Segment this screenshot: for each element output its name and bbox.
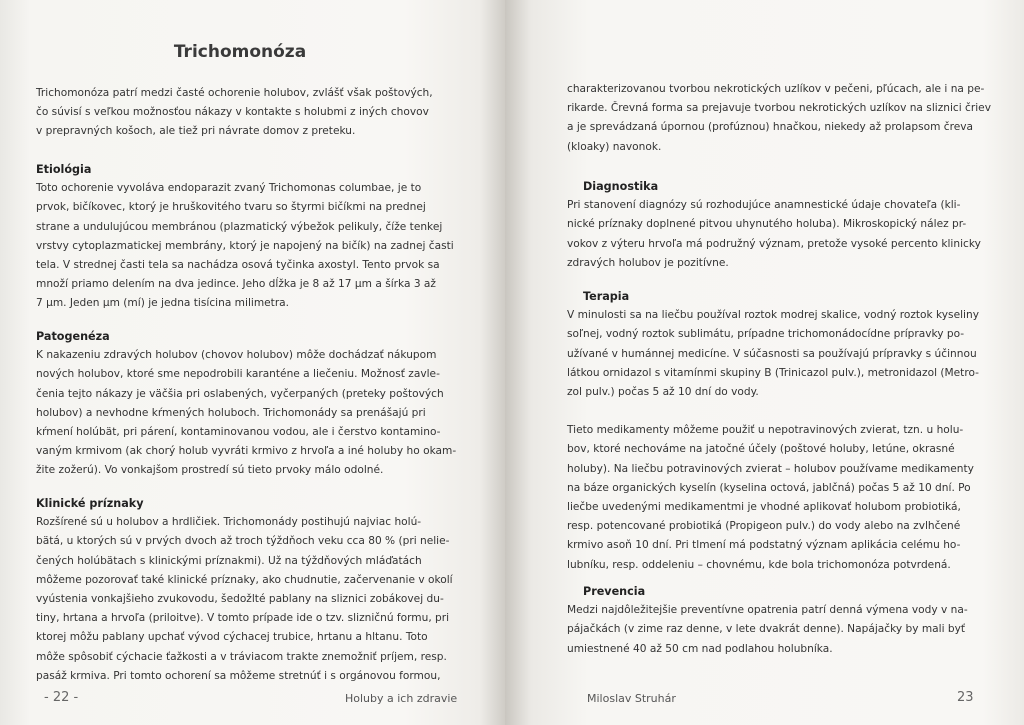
running-head-left: Holuby a ich zdravie — [345, 692, 458, 705]
text-line: umiestnené 40 až 50 cm nad podlahou holubníka. — [567, 642, 833, 655]
text-line — [567, 402, 997, 421]
section-heading: Diagnostika — [583, 180, 659, 193]
text-line: bätá, u ktorých sú v prvých dvoch až troch týždňoch veku cca 80 % (pri neliе- — [36, 535, 450, 548]
text-line: žite zožerú). Vo vonkajšom prostredí sú tieto prvoky málo odolné. — [36, 464, 384, 477]
text-line: resp. potencované probiotiká (Propigeon pulv.) do vody alebo na zvlhčené — [567, 520, 961, 533]
section-heading: Prevencia — [583, 585, 646, 598]
text-line: a je sprevádzaná úpornou (profúznou) hnačkou, niekedy až prolapsom čreva — [567, 121, 973, 134]
page-number-left: - 22 - — [44, 690, 79, 705]
intro-paragraph — [36, 84, 456, 142]
text-line: čených holúbätach s klinickými príznakmi). Už na týždňových mláďatách — [36, 554, 422, 567]
text-line: kŕmení holúbät, pri párení, kontaminovanou vodou, ale i čerstvo kontamino- — [36, 426, 441, 439]
text-line: Rozšírené sú u holubov a hrdličiek. Trichomonády postihujú najviac holú- — [36, 516, 422, 529]
text-line: soľnej, vodný roztok sublimátu, prípadne trichomonádocídne prípravky po- — [567, 328, 965, 341]
continuation-paragraph — [567, 80, 997, 157]
text-line: Pri stanovení diagnózy sú rozhodujúce anamnestické údaje chovateľa (kli- — [567, 199, 961, 212]
text-line: zdravých holubov je pozitívne. — [567, 256, 729, 269]
left-page — [0, 0, 505, 725]
page-number-right: 23 — [957, 690, 974, 705]
text-line: Toto ochorenie vyvoláva endoparazit zvaný Trichomonas columbae, je to — [36, 182, 422, 195]
text-line: pájačkách (v zime raz denne, v lete dvakrát denne). Napájačky by mali byť — [567, 623, 966, 636]
text-line: čenia tejto nákazy je väčšia pri oslabených, vyčerpaných (preteky poštových — [36, 387, 444, 400]
text-line: K nakazeniu zdravých holubov (chovov holubov) môže dochádzať nákupom — [36, 349, 437, 362]
text-line: v prepravných košoch, ale tiež pri návrate domov z preteku. — [36, 125, 356, 138]
text-line: bov, ktoré nechováme na jatočné účely (poštové holuby, letúne, okrasné — [567, 443, 955, 456]
section-patogeneza — [36, 327, 456, 481]
text-line: môže spôsobiť cýchacie ťažkosti a v tráviacom trakte znemožniť príjem, resp. — [36, 650, 447, 663]
text-line: ktorej môžu pablany upchať vývod cýchacej trubice, hrtanu a hltanu. Toto — [36, 631, 428, 644]
running-head-right: Miloslav Struhár — [587, 692, 676, 705]
text-line: krmivo asoň 10 dní. Pri tlmení má podstatný význam aplikácia celému ho- — [567, 539, 961, 552]
text-line: môžeme pozorovať také klinické príznaky, ako chudnutie, začervenanie v okolí — [36, 573, 453, 586]
text-line: pasáž krmiva. Pri tomto ochorení sa môžeme stretnúť i s orgánovou formou, — [36, 669, 441, 682]
text-line: (kloaky) navonok. — [567, 140, 662, 153]
section-terapia — [567, 287, 997, 575]
text-line: vyústenia vonkajšieho zvukovodu, šedožlté pablany na sliznici zobákovej du- — [36, 593, 444, 606]
text-line: vokov z výteru hrvoľa má podružný význam, pretože vysoké percento klinicky — [567, 237, 981, 250]
text-line: holuby). Na liečbu potravinových zvierat – holubov používame medikamenty — [567, 462, 974, 475]
text-line: tela. V strednej časti tela sa nachádza osová tyčinka axostyl. Tento prvok sa — [36, 259, 440, 272]
text-line: liečbe uvedenými medikamentmi je vhodné aplikovať holubom probiotiká, — [567, 501, 961, 514]
chapter-title: Trichomonóza — [173, 42, 307, 62]
text-line: holubov) a nevhodne kŕmených holuboch. Trichomonády sa prenášajú pri — [36, 406, 426, 419]
text-line: prvok, bičíkovec, ktorý je hruškovitého tvaru so štyrmi bičíkmi na prednej — [36, 201, 426, 214]
text-line: nových holubov, ktoré sme nepodrobili karanténe a liečeniu. Možnosť zavle- — [36, 368, 440, 381]
section-heading: Etiológia — [36, 163, 92, 176]
text-line: na báze organických kyselín (kyselina octová, jablčná) počas 5 až 10 dní. Po — [567, 481, 971, 494]
text-line: V minulosti sa na liečbu používal roztok modrej skalice, vodný roztok kyseliny — [567, 309, 979, 322]
text-line: vrstvy cytoplazmatickej membrány, ktorý je napojený na bičík) na zadnej časti — [36, 239, 454, 252]
text-line: tiny, hrtana a hrvoľa (priloitve). V tomto prípade ide o tzv. slizničnú formu, pri — [36, 612, 450, 625]
text-line: lubníku, resp. oddeleniu – chovnému, kde bola trichomonóza potvrdená. — [567, 558, 951, 571]
text-line: strane a undulujúcou membránou (plazmatický výbežok pelikuly, číže tenkej — [36, 220, 443, 233]
text-line: čo súvisí s veľkou možnosťou nákazy v kontakte s holubmi z iných chovov — [36, 106, 429, 119]
text-line: nické príznaky doplnené pitvou uhynutého holuba). Mikroskopický nález pr- — [567, 218, 967, 231]
text-line: vaným krmivom (ak chorý holub vyvráti krmivo z hrvoľa a iné holuby ho okam- — [36, 445, 457, 458]
text-line: užívané v humánnej medicíne. V súčasnosti sa používajú prípravky s účinnou — [567, 347, 977, 360]
section-heading: Patogenéza — [36, 330, 110, 343]
text-line: zol pulv.) počas 5 až 10 dní do vody. — [567, 386, 759, 399]
text-line: 7 µm. Jeden µm (mí) je jedna tisícina milimetra. — [36, 297, 290, 310]
section-prevencia — [567, 582, 997, 659]
section-klinicke-priznaky — [36, 494, 456, 686]
right-page — [505, 0, 1024, 725]
text-line: množí priamo delením na dva jedince. Jeho dĺžka je 8 až 17 µm a šírka 3 až — [36, 278, 436, 291]
section-heading: Terapia — [583, 290, 630, 303]
text-line: látkou ornidazol s vitamínmi skupiny B (Trinicazol pulv.), metronidazol (Metro- — [567, 366, 979, 379]
text-line: Medzi najdôležitejšie preventívne opatrenia patrí denná výmena vody v na- — [567, 604, 968, 617]
section-heading: Klinické príznaky — [36, 497, 144, 510]
section-diagnostika — [567, 177, 997, 273]
text-line: Tieto medikamenty môžeme použiť u nepotravinových zvierat, tzn. u holu- — [567, 424, 964, 437]
text-line: rikarde. Črevná forma sa prejavuje tvorbou nekrotických uzlíkov na sliznici čriev — [567, 102, 991, 115]
text-line: Trichomonóza patrí medzi časté ochorenie holubov, zvlášť však poštových, — [36, 87, 433, 99]
section-etiologia — [36, 160, 456, 314]
text-line: charakterizovanou tvorbou nekrotických uzlíkov v pečeni, pľúcach, ale i na pe- — [567, 83, 985, 95]
